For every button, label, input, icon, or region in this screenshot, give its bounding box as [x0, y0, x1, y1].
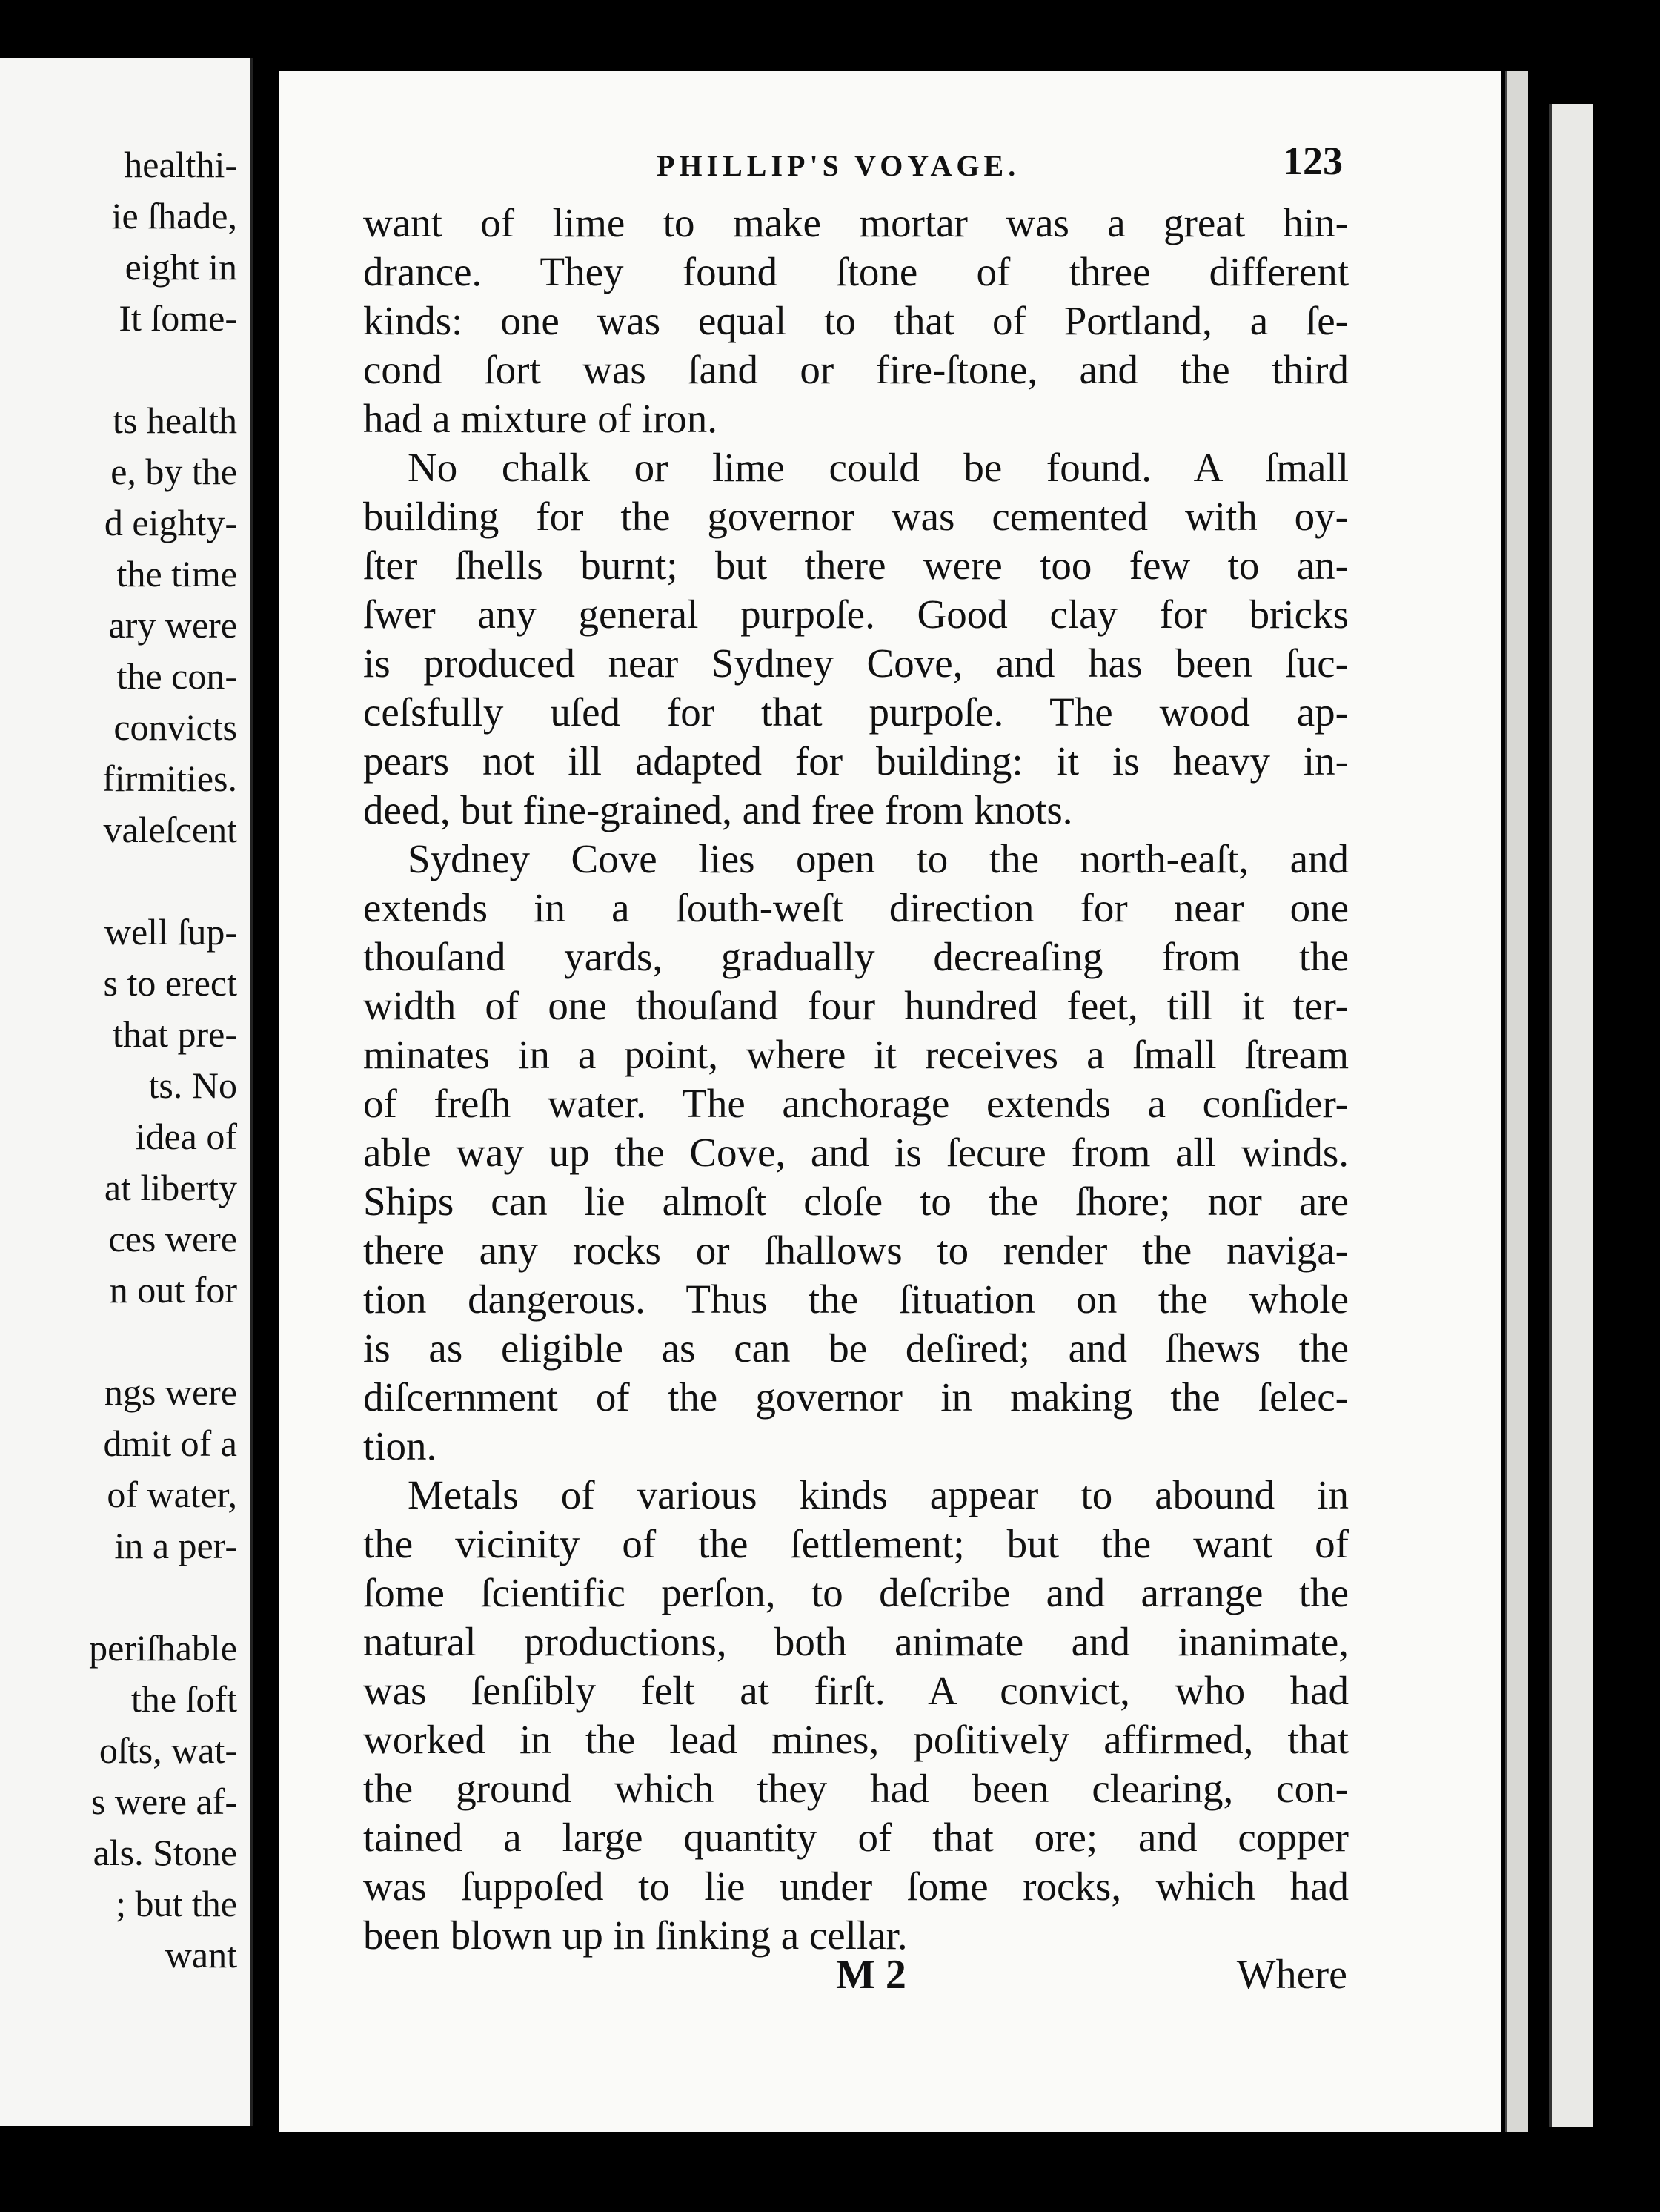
left-page-line: the ſoft: [130, 1678, 237, 1720]
text-line: Metals of various kinds appear to abound in: [408, 1472, 1349, 1517]
text-line: tained a large quantity of that ore; and copper: [363, 1815, 1349, 1860]
left-page-line: of water,: [107, 1474, 237, 1515]
left-page-line: ary were: [108, 604, 237, 646]
signature-mark: M 2: [836, 1952, 906, 1998]
left-page-line: the time: [116, 553, 237, 595]
text-line: able way up the Cove, and is ſecure from all winds.: [363, 1130, 1349, 1175]
text-line: the ground which they had been clearing, con-: [363, 1766, 1349, 1811]
left-page-line: n out for: [109, 1269, 237, 1311]
page-footer: [376, 1951, 1347, 2003]
text-line: want of lime to make mortar was a great hin-: [363, 200, 1349, 245]
left-page-line: ngs were: [104, 1371, 237, 1413]
text-line: Ships can lie almoſt cloſe to the ſhore; nor are: [363, 1179, 1349, 1224]
left-page-line: want: [165, 1934, 237, 1976]
left-page-line: e, by the: [110, 451, 237, 492]
text-line: of freſh water. The anchorage extends a conſider-: [363, 1081, 1349, 1126]
text-line: deed, but fine-grained, and free from knots.: [363, 787, 1073, 832]
left-page-line: eight in: [124, 246, 237, 288]
text-line: is as eligible as can be deſired; and ſhews the: [363, 1325, 1349, 1371]
text-line: ſome ſcientific perſon, to deſcribe and arrange the: [363, 1570, 1349, 1615]
left-page: [0, 58, 253, 2126]
text-line: is produced near Sydney Cove, and has been ſuc-: [363, 640, 1349, 686]
left-page-line: oſts, wat-: [99, 1729, 237, 1771]
left-page-line: ts health: [112, 400, 237, 441]
text-line: width of one thouſand four hundred feet, till it ter-: [363, 983, 1349, 1028]
left-page-line: well ſup-: [104, 911, 237, 953]
text-line: thouſand yards, gradually decreaſing from the: [363, 934, 1349, 979]
left-page-line: ces were: [108, 1218, 237, 1259]
left-page-line: idea of: [135, 1116, 237, 1157]
left-page-line: in a per-: [114, 1525, 237, 1566]
left-page-line: It ſome-: [119, 297, 237, 339]
left-page-line: that pre-: [113, 1013, 237, 1055]
text-line: drance. They found ſtone of three different: [363, 249, 1349, 294]
left-page-line: convicts: [113, 706, 237, 748]
text-line: worked in the lead mines, poſitively affirmed, that: [363, 1717, 1349, 1762]
text-line: there any rocks or ſhallows to render the naviga-: [363, 1228, 1349, 1273]
left-page-line: periſhable: [89, 1627, 237, 1669]
text-line: ceſsfully uſed for that purpoſe. The wood ap-: [363, 689, 1349, 735]
left-page-line: dmit of a: [103, 1423, 237, 1464]
text-line: building for the governor was cemented with oy-: [363, 494, 1349, 539]
text-line: the vicinity of the ſettlement; but the want of: [363, 1521, 1349, 1566]
running-head: [376, 135, 1347, 187]
text-line: was ſuppoſed to lie under ſome rocks, which had: [363, 1864, 1349, 1909]
left-page-line: als. Stone: [93, 1832, 237, 1873]
text-line: cond ſort was ſand or fire-ſtone, and the third: [363, 347, 1349, 392]
text-line: No chalk or lime could be found. A ſmall: [408, 445, 1349, 490]
text-line: minates in a point, where it receives a ſmall ſtream: [363, 1032, 1349, 1077]
left-page-line: at liberty: [104, 1167, 237, 1208]
text-line: pears not ill adapted for building: it is heavy in-: [363, 738, 1349, 784]
catchword: Where: [1236, 1952, 1347, 1998]
running-title: PHILLIP'S VOYAGE.: [657, 149, 1020, 182]
left-page-line: ts. No: [148, 1064, 237, 1106]
left-page-line: ; but the: [116, 1883, 237, 1924]
left-page-line: d eighty-: [104, 502, 237, 543]
left-page-line: s were af-: [90, 1781, 237, 1822]
text-line: kinds: one was equal to that of Portland, a ſe-: [363, 298, 1349, 343]
text-line: diſcernment of the governor in making the ſelec-: [363, 1374, 1349, 1420]
text-line: ſwer any general purpoſe. Good clay for bricks: [363, 592, 1349, 637]
text-line: ſter ſhells burnt; but there were too few to an-: [363, 543, 1349, 588]
text-line: tion dangerous. Thus the ſituation on the whole: [363, 1276, 1349, 1322]
text-line: extends in a ſouth-weſt direction for near one: [363, 885, 1349, 930]
text-line: natural productions, both animate and inanimate,: [363, 1619, 1349, 1664]
left-page-line: firmities.: [102, 758, 237, 799]
body-text: [363, 199, 1349, 1960]
text-line: had a mixture of iron.: [363, 396, 718, 441]
page-number: 123: [1283, 139, 1343, 183]
left-page-line: s to erect: [103, 962, 237, 1004]
left-page-line: the con-: [116, 655, 237, 697]
page-edge: [1549, 104, 1593, 2127]
text-line: tion.: [363, 1423, 437, 1468]
left-page-line: ie ſhade,: [111, 195, 237, 236]
left-page-line: healthi-: [124, 144, 237, 185]
text-line: was ſenſibly felt at firſt. A convict, who had: [363, 1668, 1349, 1713]
left-page-line: valeſcent: [103, 809, 237, 850]
text-line: been blown up in ſinking a cellar.: [363, 1913, 908, 1958]
text-line: Sydney Cove lies open to the north-eaſt, and: [408, 836, 1349, 881]
